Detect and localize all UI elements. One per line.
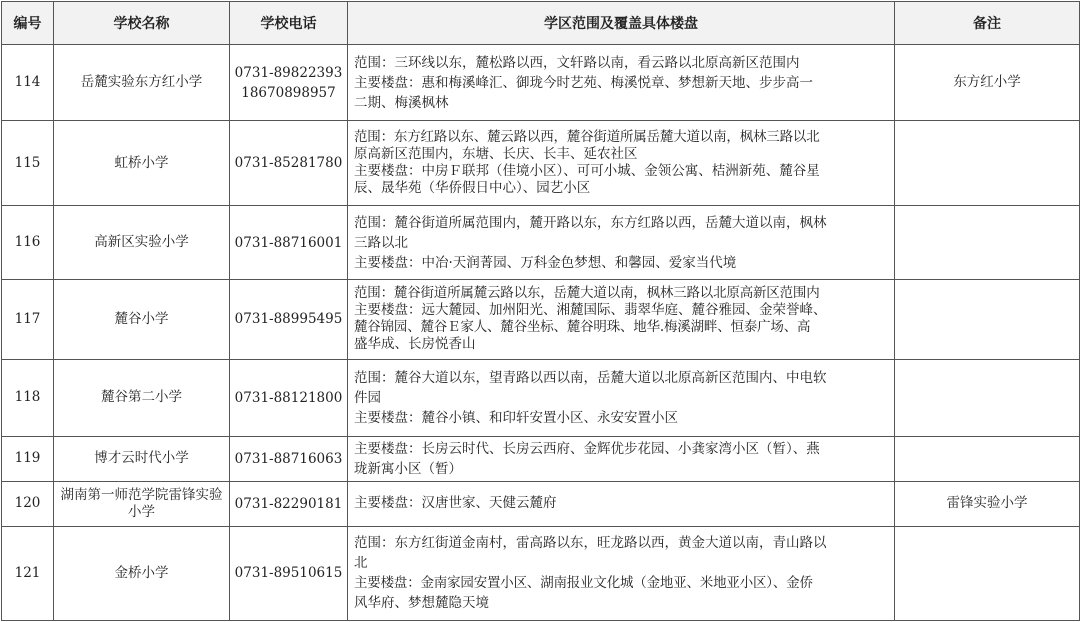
scope-line: 主要楼盘：长房云时代、长房云西府、金辉优步花园、小龚家湾小区（暂）、燕 <box>354 440 820 457</box>
scope-line: 范围：东方红街道金南村，雷高路以东，旺龙路以西，黄金大道以南，青山路以 <box>354 535 827 552</box>
school-phone <box>230 206 348 280</box>
school-name: 麓谷小学 <box>54 280 230 359</box>
remarks <box>895 359 1080 436</box>
school-name: 博才云时代小学 <box>54 436 230 481</box>
scope-line: 范围：东方红路以东、麓云路以西，麓谷街道所属岳麓大道以南，枫林三路以北 <box>354 129 820 146</box>
row-number: 119 <box>2 436 54 481</box>
header-row <box>2 2 1080 45</box>
row-number: 115 <box>2 121 54 206</box>
district-scope <box>348 436 895 481</box>
district-scope <box>348 45 895 121</box>
school-phone <box>230 436 348 481</box>
row-number: 121 <box>2 526 54 620</box>
header-district-scope: 学区范围及覆盖具体楼盘 <box>348 2 895 45</box>
row-number: 114 <box>2 45 54 121</box>
table-row <box>2 206 1080 280</box>
school-name: 高新区实验小学 <box>54 206 230 280</box>
scope-line: 范围：三环线以东，麓松路以西，文轩路以南，看云路以北原高新区范围内 <box>354 54 800 71</box>
school-district-table <box>1 1 1080 621</box>
row-number: 118 <box>2 359 54 436</box>
row-number: 117 <box>2 280 54 359</box>
district-scope <box>348 121 895 206</box>
phone-line: 0731-88995495 <box>234 311 343 328</box>
scope-line: 麓谷锦园、麓谷Ｅ家人、麓谷坐标、麓谷明珠、地华.梅溪湖畔、恒泰广场、高 <box>354 319 811 336</box>
school-phone <box>230 280 348 359</box>
phone-line: 0731-82290181 <box>234 495 343 512</box>
phone-line: 0731-88716063 <box>234 450 343 467</box>
table-row <box>2 526 1080 620</box>
remarks <box>895 206 1080 280</box>
remarks <box>895 526 1080 620</box>
scope-line: 主要楼盘：中冶·天润菁园、万科金色梦想、和馨园、爱家当代境 <box>354 254 737 271</box>
school-name: 虹桥小学 <box>54 121 230 206</box>
remarks: 东方红小学 <box>895 45 1080 121</box>
remarks <box>895 436 1080 481</box>
school-phone <box>230 526 348 620</box>
phone-line: 0731-88121800 <box>234 389 343 406</box>
remarks <box>895 280 1080 359</box>
scope-line: 主要楼盘：中房Ｆ联邦（佳境小区）、可可小城、金领公寓、桔洲新苑、麓谷星 <box>354 163 820 180</box>
school-phone <box>230 481 348 526</box>
scope-line: 范围：麓谷街道所属范围内，麓开路以东，东方红路以西，岳麓大道以南，枫林 <box>354 214 827 231</box>
table-row <box>2 481 1080 526</box>
scope-line: 主要楼盘：汉唐世家、天健云麓府 <box>354 495 557 512</box>
table-row <box>2 359 1080 436</box>
header-remarks: 备注 <box>895 2 1080 45</box>
table-row <box>2 280 1080 359</box>
school-phone <box>230 121 348 206</box>
scope-line: 原高新区范围内，东塘、长庆、长丰、延农社区 <box>354 146 638 163</box>
header-number: 编号 <box>2 2 54 45</box>
district-scope <box>348 280 895 359</box>
scope-line: 主要楼盘：金南家园安置小区、湖南报业文化城（金地亚、米地亚小区）、金侨 <box>354 575 813 592</box>
district-scope <box>348 206 895 280</box>
phone-line: 0731-85281780 <box>234 155 343 172</box>
table-row <box>2 121 1080 206</box>
school-name: 金桥小学 <box>54 526 230 620</box>
table-row <box>2 45 1080 121</box>
school-phone <box>230 359 348 436</box>
row-number: 116 <box>2 206 54 280</box>
scope-line: 件园 <box>354 389 381 406</box>
school-phone <box>230 45 348 121</box>
scope-line: 主要楼盘：麓谷小镇、和印轩安置小区、永安安置小区 <box>354 409 678 426</box>
phone-line: 0731-88716001 <box>234 234 343 251</box>
scope-line: 主要楼盘：惠和梅溪峰汇、御珑今时艺苑、梅溪悦章、梦想新天地、步步高一 <box>354 74 813 91</box>
scope-line: 风华府、梦想麓隐天境 <box>354 595 489 612</box>
scope-line: 盛华成、长房悦香山 <box>354 336 476 353</box>
remarks: 雷锋实验小学 <box>895 481 1080 526</box>
table-row <box>2 436 1080 481</box>
district-scope <box>348 481 895 526</box>
scope-line: 范围：麓谷大道以东，望青路以西以南，岳麓大道以北原高新区范围内、中电软 <box>354 369 827 386</box>
school-name: 岳麓实验东方红小学 <box>54 45 230 121</box>
school-name: 湖南第一师范学院雷锋实验小学 <box>54 481 230 526</box>
scope-line: 主要楼盘：远大麓园、加州阳光、湘麓国际、翡翠华庭、麓谷雅园、金荣誉峰、 <box>354 302 827 319</box>
phone-line: 0731-89510615 <box>234 565 343 582</box>
header-school-phone: 学校电话 <box>230 2 348 45</box>
scope-line: 珑新寓小区（暂） <box>354 460 462 477</box>
row-number: 120 <box>2 481 54 526</box>
header-school-name: 学校名称 <box>54 2 230 45</box>
district-scope <box>348 526 895 620</box>
scope-line: 北 <box>354 555 368 572</box>
scope-line: 辰、晟华苑（华侨假日中心）、园艺小区 <box>354 180 591 197</box>
school-name: 麓谷第二小学 <box>54 359 230 436</box>
phone-line: 18670898957 <box>241 84 336 101</box>
district-scope <box>348 359 895 436</box>
remarks <box>895 121 1080 206</box>
scope-line: 三路以北 <box>354 234 408 251</box>
phone-line: 0731-89822393 <box>234 64 343 81</box>
scope-line: 二期、梅溪枫林 <box>354 94 449 111</box>
scope-line: 范围：麓谷街道所属麓云路以东，岳麓大道以南，枫林三路以北原高新区范围内 <box>354 285 820 302</box>
